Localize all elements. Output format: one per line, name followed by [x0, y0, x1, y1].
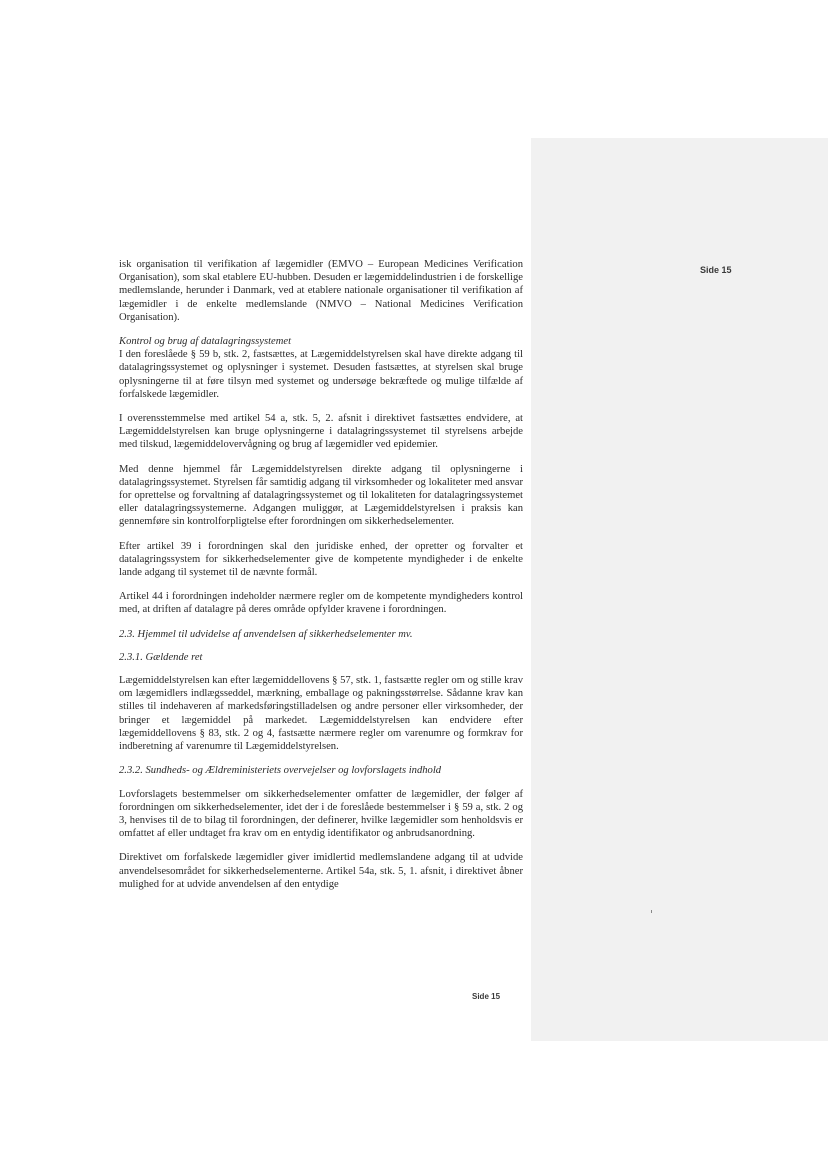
- paragraph: isk organisation til verifikation af lægemidler (EMVO – European Medicines Verification Organisation), som skal etablere EU-hubben. Desuden er lægemiddelindustrien i de forskellige medlemslande, herunder i Danmark, ved at etablere nationale organisationer til verifikation af lægemidler i de enkelte medlemslande (NMVO – National Medicines Verification Organisation).: [119, 259, 523, 323]
- paragraph: Artikel 44 i forordningen indeholder nærmere regler om de kompetente myndigheders kontrol med, at driften af datalagre på deres område opfylder kravene i forordningen.: [119, 591, 523, 616]
- section-heading-2-3-2: 2.3.2. Sundheds- og Ældreministeriets overvejelser og lovforslagets indhold: [119, 765, 442, 777]
- margin-page-label: Side 15: [700, 265, 732, 275]
- margin-panel: [531, 138, 828, 1041]
- paragraph: Direktivet om forfalskede lægemidler giver imidlertid medlemslandene adgang til at udvide anvendelsesområdet for sikkerhedselementerne. Artikel 54a, stk. 5, 1. afsnit, i direktivet åbner mulighed for at udvide anvendelsen af den entydige: [119, 852, 523, 890]
- paragraph: Lovforslagets bestemmelser om sikkerhedselementer omfatter de lægemidler, der følger af forordningen om sikkerhedselementer, idet der i de foreslåede bestemmelser i § 59 a, stk. 2 og 3, henvises til de to bilag til forordningen, der definerer, hvilke lægemidler som henholdsvis er omfattet af eller undtaget fra krav om en entydig identifikator og anbrudsanordning.: [119, 788, 523, 840]
- section-heading-2-3-1: 2.3.1. Gældende ret: [119, 651, 203, 663]
- section-heading-2-3: 2.3. Hjemmel til udvidelse af anvendelsen af sikkerhedselementer mv.: [119, 628, 413, 640]
- document-body: [119, 258, 523, 891]
- subheading-kontrol: Kontrol og brug af datalagringssystemet: [119, 336, 292, 348]
- paragraph: Med denne hjemmel får Lægemiddelstyrelsen direkte adgang til oplysningerne i datalagringssystemet. Styrelsen får samtidig adgang til virksomheder og lokaliteter med ansvar for oprettelse og forvaltning af datalagringssystemet og til lokaliteten for datalagringssystemet eller datalagringssystemerne. Adgangen muliggør, at Lægemiddelstyrelsen i praksis kan gennemføre sin kontrolforpligtelse efter forordningen om sikkerhedselementer.: [119, 463, 523, 528]
- scan-speck: [651, 910, 652, 913]
- paragraph: I overensstemmelse med artikel 54 a, stk. 5, 2. afsnit i direktivet fastsættes endvidere, at Lægemiddelstyrelsen kan bruge oplysningerne i datalagringssystemet til styrelsens arbejde med tilskud, lægemiddelovervågning og brug af lægemidler ved epidemier.: [119, 413, 523, 451]
- paragraph: I den foreslåede § 59 b, stk. 2, fastsættes, at Lægemiddelstyrelsen skal have direkte adgang til datalagringssystemet og oplysninger i systemet. Desuden fastsættes, at styrelsen skal bruge oplysningerne til at føre tilsyn med systemet og undersøge bekræftede og mulige tilfælde af forfalskede lægemidler.: [119, 349, 523, 400]
- paragraph: Lægemiddelstyrelsen kan efter lægemiddellovens § 57, stk. 1, fastsætte regler om og stille krav om lægemidlers indlægsseddel, mærkning, emballage og pakningsstørrelse. Sådanne krav kan stilles til indehaveren af markedsføringstilladelsen og andre personer eller virksomheder, der bringer et lægemiddel på markedet. Lægemiddelstyrelsen kan endvidere efter lægemiddellovens § 83, stk. 2 og 4, fastsætte nærmere regler om varenumre og formkrav for indberetning af varenumre til Lægemiddelstyrelsen.: [119, 675, 523, 753]
- paragraph: Efter artikel 39 i forordningen skal den juridiske enhed, der opretter og forvalter et datalagringssystem for sikkerhedselementer give de kompetente myndigheder i de enkelte lande adgang til systemet til de nævnte formål.: [119, 540, 523, 579]
- footer-page-label: Side 15: [472, 992, 501, 1001]
